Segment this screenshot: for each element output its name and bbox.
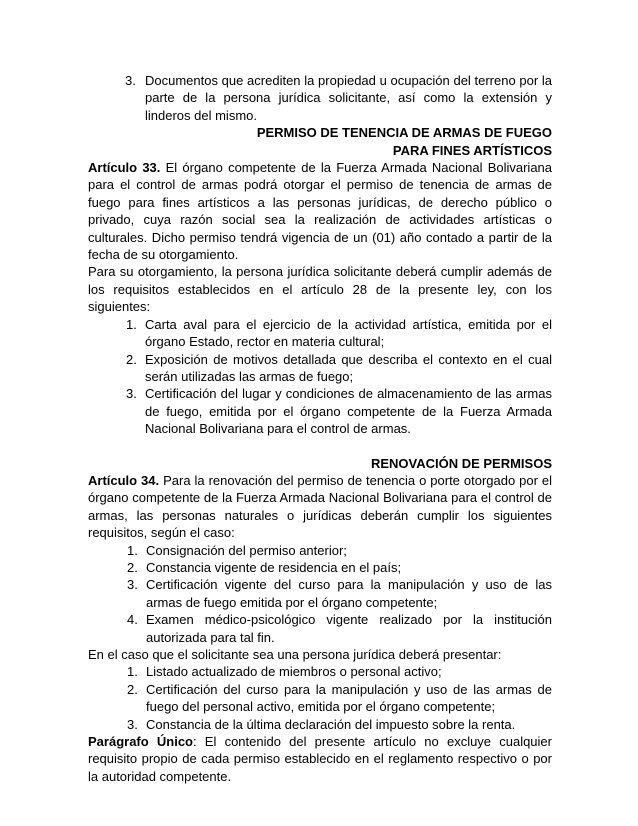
list-item [88, 542, 552, 559]
previous-requirements-list [88, 72, 552, 124]
paragrafo-unico-text: : El contenido del presente artículo no excluye cualquier requisito propio de cada permiso establecido en el reglamento respectivo o por la autoridad competente. [88, 734, 552, 784]
list-number: 2. [127, 681, 138, 697]
list-number: 1. [127, 542, 138, 558]
list-number: 3. [125, 73, 136, 88]
list-number: 1. [126, 316, 137, 332]
list-item-text: Carta aval para el ejercicio de la actividad artística, emitida por el órgano Estado, rector en materia cultural; [145, 316, 552, 350]
list-item [88, 663, 552, 680]
list-item [88, 316, 552, 351]
article-34-requirements-list [88, 542, 552, 646]
article-33-requirements-intro: Para su otorgamiento, la persona jurídica solicitante deberá cumplir además de los requisitos establecidos en el artículo 28 de la presente ley, con los siguientes: [88, 264, 552, 315]
list-number: 2. [126, 351, 137, 367]
list-item-text: Exposición de motivos detallada que describa el contexto en el cual serán utilizadas las armas de fuego; [145, 351, 552, 384]
list-number: 3. [127, 577, 138, 593]
spacer [88, 438, 552, 455]
list-item-text: Listado actualizado de miembros o personal activo; [146, 664, 442, 680]
article-33-paragraph [88, 159, 552, 263]
list-item [88, 559, 552, 576]
paragrafo-unico [88, 733, 552, 785]
document-body [88, 72, 552, 785]
list-item-text: Documentos que acrediten la propiedad u ocupación del terreno por la parte de la persona jurídica solicitante, así como la extensión y linderos del mismo. [145, 73, 552, 123]
list-number: 2. [127, 559, 138, 575]
article-33-text: El órgano competente de la Fuerza Armada Nacional Bolivariana para el control de armas podrá otorgar el permiso de tenencia de armas de fuego para fines artísticos a las personas jurídicas, de derecho público o privado, cuya razón social sea la realización de actividades artísticas o culturales. Dicho permiso tendrá vigencia de un (01) año contado a partir de la fecha de su otorgamiento. [88, 160, 553, 263]
list-item-text: Examen médico-psicológico vigente realizado por la institución autorizada para tal fin. [146, 612, 552, 645]
list-number: 4. [127, 612, 138, 628]
list-item-text: Certificación vigente del curso para la manipulación y uso de las armas de fuego emitida por el órgano competente; [146, 577, 552, 610]
juridica-requirements-list [88, 663, 552, 733]
list-number: 1. [127, 664, 138, 680]
list-item-text: Constancia vigente de residencia en el país; [146, 559, 402, 575]
list-item [88, 351, 552, 386]
list-item [88, 716, 552, 733]
list-item-text: Consignación del permiso anterior; [146, 542, 347, 558]
article-33-requirements-list [88, 316, 552, 438]
article-34-text: Para la renovación del permiso de tenencia o porte otorgado por el órgano competente de la Fuerza Armada Nacional Bolivariana para el control de armas, las personas naturales o jurídicas deberán cumplir los siguientes requisitos, según el caso: [88, 472, 552, 541]
list-number: 3. [127, 716, 138, 732]
section-heading-tenencia-line2: PARA FINES ARTÍSTICOS [392, 142, 552, 158]
list-item-text: Certificación del lugar y condiciones de almacenamiento de las armas de fuego, emitida por el órgano competente de la Fuerza Armada Nacional Bolivariana para el control de armas. [145, 386, 552, 437]
list-item [88, 576, 552, 611]
list-item [88, 72, 552, 124]
article-34-paragraph [88, 472, 552, 542]
list-item [88, 611, 552, 646]
juridica-requirements-intro: En el caso que el solicitante sea una persona jurídica deberá presentar: [88, 647, 502, 662]
article-33-label: Artículo 33. [88, 160, 161, 176]
paragrafo-unico-label: Parágrafo Único [88, 734, 193, 750]
list-item-text: Constancia de la última declaración del impuesto sobre la renta. [146, 716, 516, 732]
list-item-text: Certificación del curso para la manipulación y uso de las armas de fuego del personal activo, emitida por el órgano competente; [146, 681, 552, 715]
section-heading-renovacion: RENOVACIÓN DE PERMISOS [370, 455, 552, 471]
list-item [88, 385, 552, 437]
list-number: 3. [126, 386, 137, 402]
list-item [88, 681, 552, 716]
section-heading-tenencia-line1: PERMISO DE TENENCIA DE ARMAS DE FUEGO [256, 125, 552, 141]
article-34-label: Artículo 34. [88, 472, 160, 488]
